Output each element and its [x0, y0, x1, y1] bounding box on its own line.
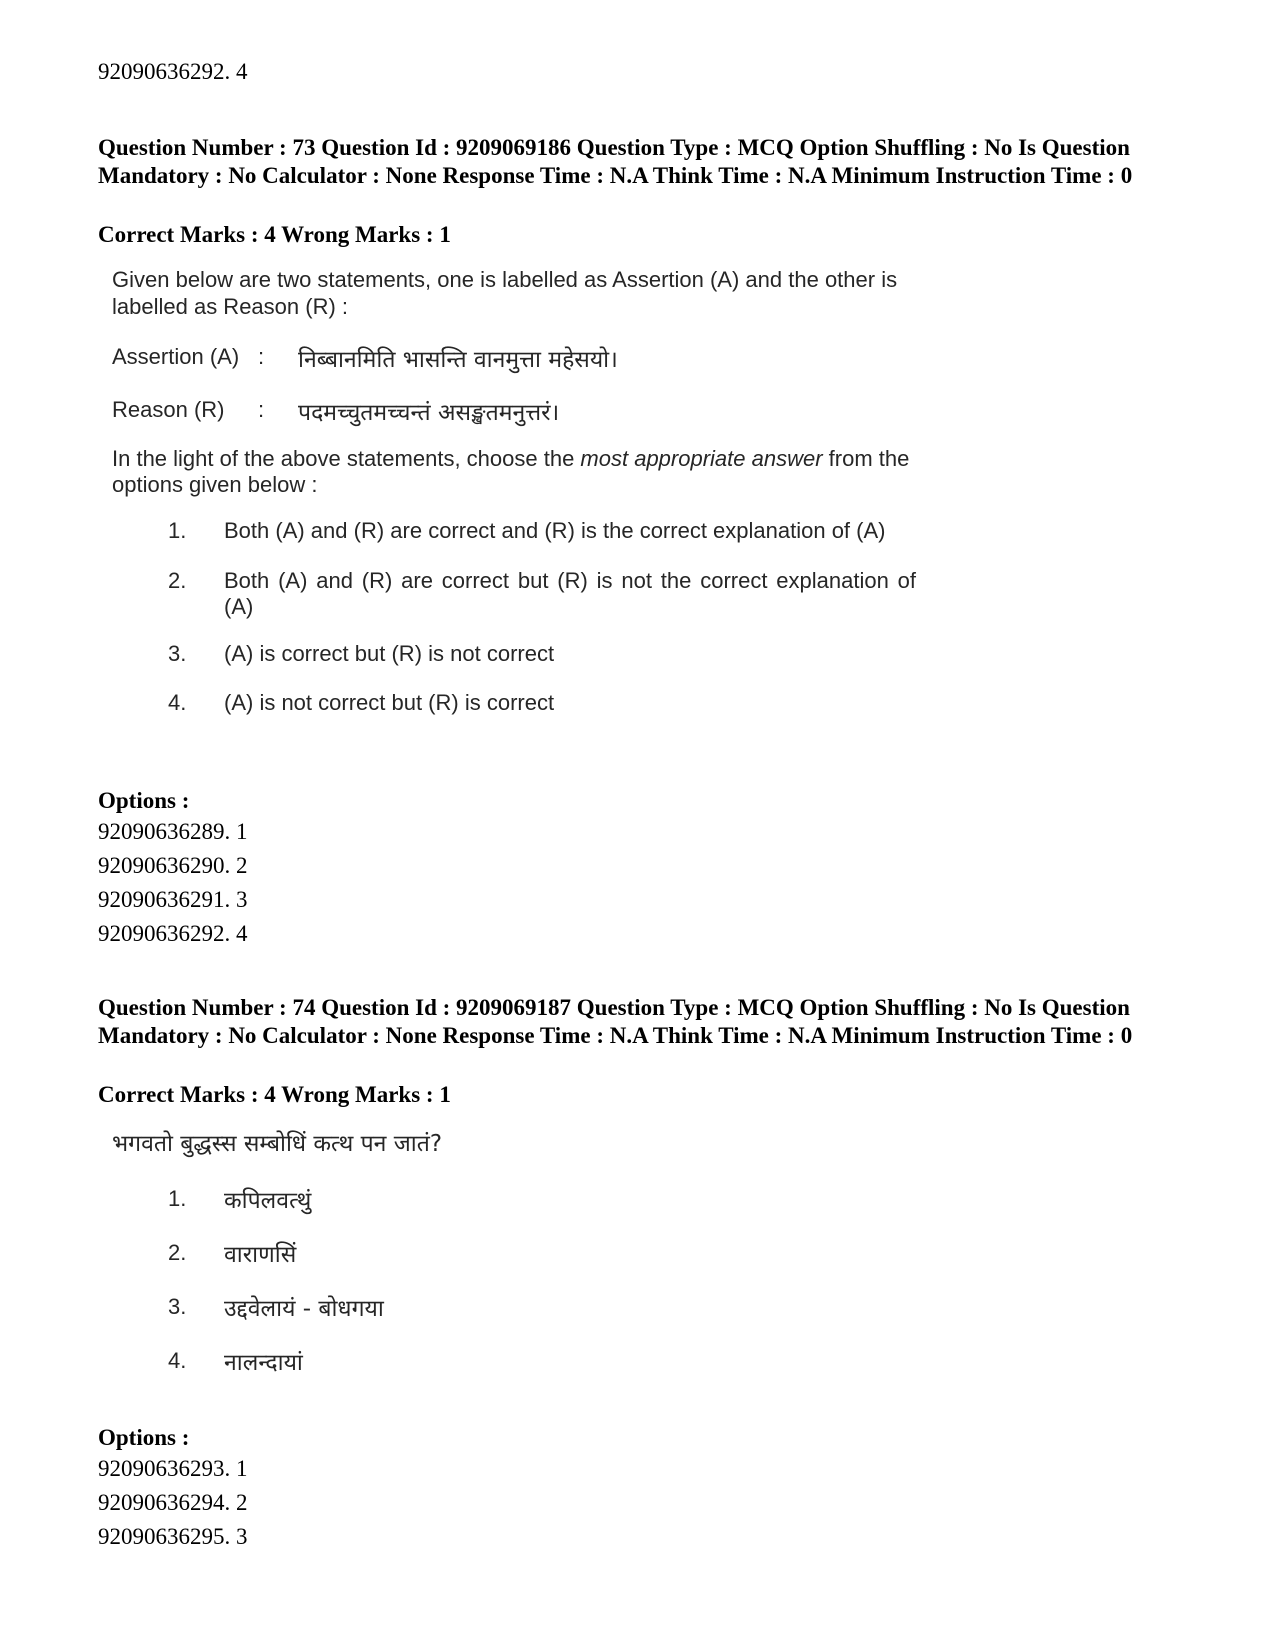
- instruction-post: from the options given below :: [112, 446, 910, 497]
- choice-number: 2.: [168, 568, 187, 593]
- choice-number: 4.: [168, 690, 187, 715]
- option-item: 92090636295. 3: [98, 1524, 248, 1549]
- q73-choice-2: [112, 568, 942, 620]
- reason-text: पदमच्चुतमच्चन्तं असङ्खतमनुत्तरं।: [298, 400, 560, 426]
- q74-meta: Question Number : 74 Question Id : 9209069187 Question Type : MCQ Option Shuffling : No Is Question Mandatory : No Calculator : None Response Time : N.A Think Time : N.A Minimum Instruction Time : 0: [98, 995, 1133, 1048]
- choice-number: 4.: [168, 1348, 187, 1373]
- q73-question-block: [112, 266, 942, 715]
- assertion-text: निब्बानमिति भासन्ति वानमुत्ता महेसयो।: [298, 347, 618, 373]
- q74-question: भगवतो बुद्धस्स सम्बोधिं कत्थ पन जातं?: [112, 1131, 443, 1157]
- q74-choice-1: [112, 1183, 942, 1217]
- q74-choice-4: [112, 1345, 942, 1379]
- instruction-pre: In the light of the above statements, choose the: [112, 446, 581, 471]
- q73-intro: Given below are two statements, one is labelled as Assertion (A) and the other is labelled as Reason (R) :: [112, 267, 898, 319]
- choice-number: 2.: [168, 1240, 187, 1265]
- q73-marks: Correct Marks : 4 Wrong Marks : 1: [98, 222, 451, 247]
- q74-choice-2: [112, 1237, 942, 1271]
- assertion-label: Assertion (A): [112, 344, 240, 369]
- choice-text: Both (A) and (R) are correct but (R) is not the correct explanation of (A): [224, 568, 916, 619]
- option-item: 92090636292. 4: [98, 921, 248, 946]
- q73-choice-4: [112, 690, 942, 720]
- q73-options-label: Options :: [98, 788, 190, 813]
- option-item: 92090636289. 1: [98, 819, 248, 844]
- choice-number: 3.: [168, 641, 187, 666]
- q73-reason-row: [112, 395, 932, 427]
- q73-instruction: [112, 446, 932, 498]
- q74-choice-3: [112, 1291, 942, 1325]
- q74-question-block: [112, 1128, 942, 1376]
- option-item: 92090636293. 1: [98, 1456, 248, 1481]
- choice-text: वाराणसिं: [224, 1242, 297, 1268]
- reason-separator: :: [258, 397, 265, 422]
- reason-label: Reason (R): [112, 397, 225, 422]
- option-item: 92090636291. 3: [98, 887, 248, 912]
- choice-text: Both (A) and (R) are correct and (R) is the correct explanation of (A): [224, 518, 886, 543]
- q73-assertion-row: [112, 342, 932, 374]
- q74-options-label: Options :: [98, 1425, 190, 1450]
- choice-number: 1.: [168, 518, 187, 543]
- q73-choice-3: [112, 641, 942, 671]
- choice-number: 1.: [168, 1186, 187, 1211]
- option-item: 92090636294. 2: [98, 1490, 248, 1515]
- q74-marks: Correct Marks : 4 Wrong Marks : 1: [98, 1082, 451, 1107]
- choice-number: 3.: [168, 1294, 187, 1319]
- q74-options-list: [98, 1452, 248, 1554]
- choice-text: उद्दवेलायं - बोधगया: [224, 1296, 384, 1322]
- choice-text: (A) is correct but (R) is not correct: [224, 641, 555, 666]
- option-item: 92090636290. 2: [98, 853, 248, 878]
- q73-options-list: [98, 815, 248, 951]
- q73-meta: Question Number : 73 Question Id : 9209069186 Question Type : MCQ Option Shuffling : No Is Question Mandatory : No Calculator : None Response Time : N.A Think Time : N.A Minimum Instruction Time : 0: [98, 135, 1133, 188]
- q73-choice-1: [112, 518, 942, 548]
- instruction-emphasis: most appropriate answer: [580, 446, 823, 471]
- previous-option-line: 92090636292. 4: [98, 59, 248, 84]
- choice-text: नालन्दायां: [224, 1350, 303, 1376]
- choice-text: कपिलवत्थुं: [224, 1188, 312, 1214]
- assertion-separator: :: [258, 344, 265, 369]
- choice-text: (A) is not correct but (R) is correct: [224, 690, 555, 715]
